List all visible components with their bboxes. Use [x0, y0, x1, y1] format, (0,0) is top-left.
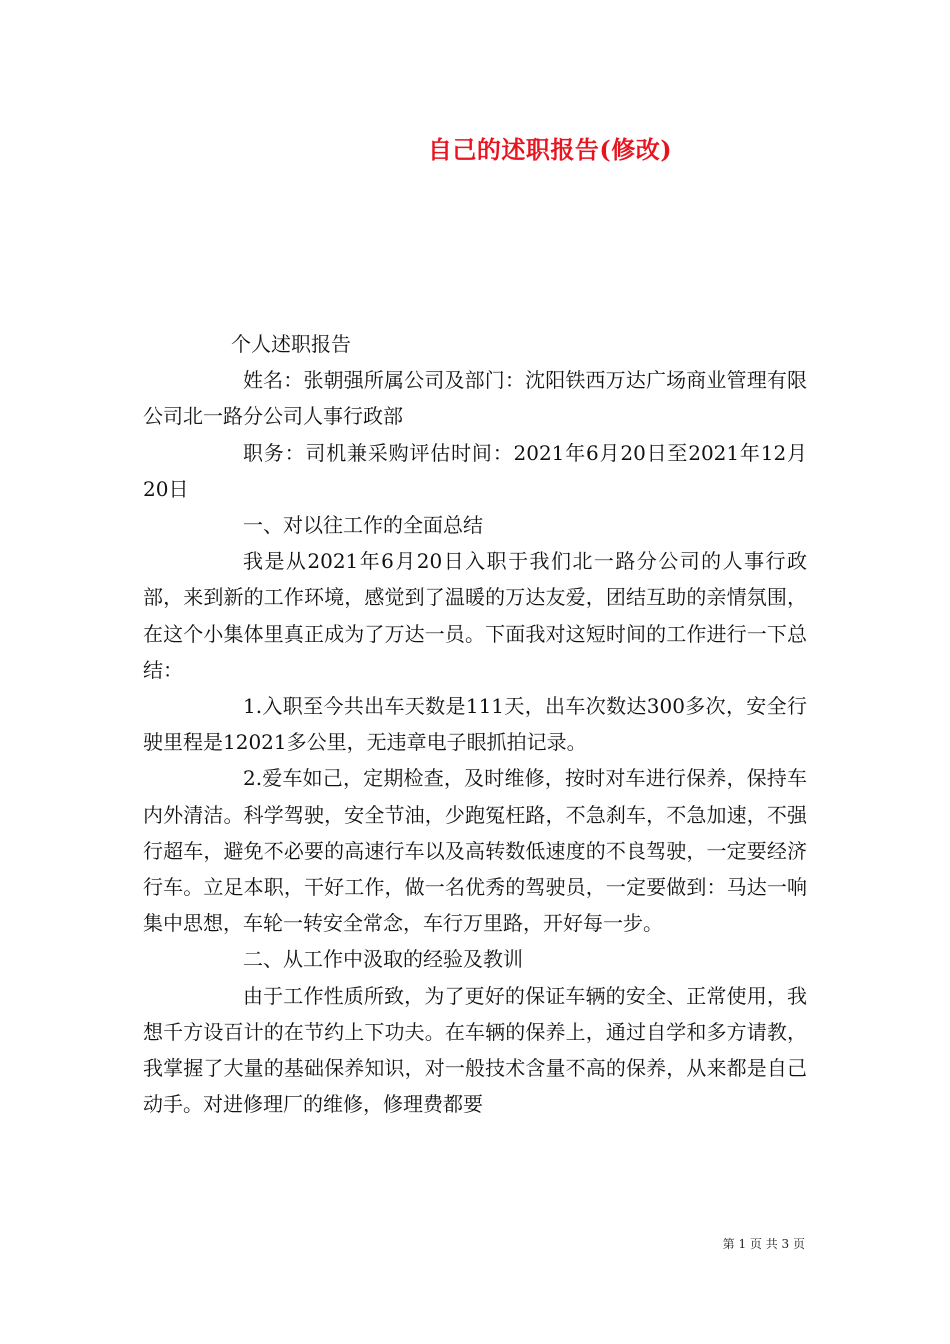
body-paragraph-item-2: 2.爱车如己，定期检查，及时维修，按时对车进行保养，保持车内外清洁。科学驾驶，安全节油，少跑冤枉路，不急刹车，不急加速，不强行超车，避免不必要的高速行车以及高转数低速度的不良驾驶，一定要经济行车。立足本职，干好工作，做一名优秀的驾驶员，一定要做到：马达一响集中思想，车轮一转安全常念，车行万里路，开好每一步。	[143, 766, 807, 936]
document-title: 自己的述职报告(修改)	[427, 135, 673, 164]
section-heading-1: 一、对以往工作的全面总结	[243, 513, 483, 538]
document-body	[143, 326, 807, 1122]
page-footer: 第 1 页 共 3 页	[722, 1237, 805, 1251]
section-heading-2: 二、从工作中汲取的经验及教训	[243, 947, 523, 972]
body-paragraph-intro: 我是从2021年6月20日入职于我们北一路分公司的人事行政部，来到新的工作环境，感觉到了温暖的万达友爱，团结互助的亲情氛围，在这个小集体里真正成为了万达一员。下面我对这短时间的工作进行一下总结：	[143, 549, 807, 682]
position-period-paragraph: 职务：司机兼采购评估时间：2021年6月20日至2021年12月20日	[143, 440, 807, 501]
name-dept-paragraph: 姓名：张朝强所属公司及部门：沈阳铁西万达广场商业管理有限公司北一路分公司人事行政部	[143, 368, 807, 429]
report-heading: 个人述职报告	[231, 332, 351, 356]
body-paragraph-item-1: 1.入职至今共出车天数是111天，出车次数达300多次，安全行驶里程是12021多公里，无违章电子眼抓拍记录。	[143, 694, 807, 755]
body-paragraph-experience: 由于工作性质所致，为了更好的保证车辆的安全、正常使用，我想千方设百计的在节约上下功夫。在车辆的保养上，通过自学和多方请教，我掌握了大量的基础保养知识，对一般技术含量不高的保养，从来都是自己动手。对进修理厂的维修，修理费都要	[143, 983, 807, 1117]
